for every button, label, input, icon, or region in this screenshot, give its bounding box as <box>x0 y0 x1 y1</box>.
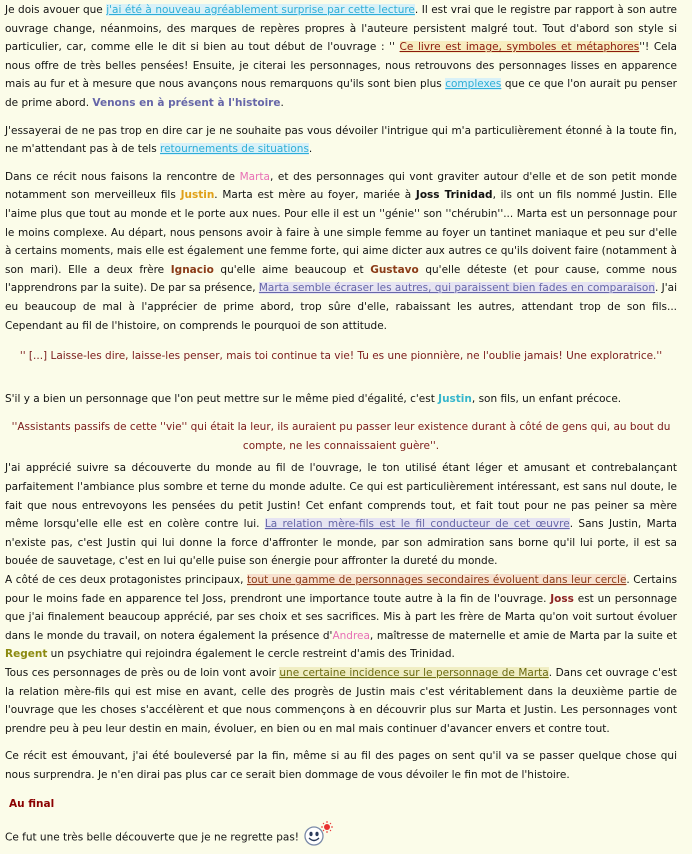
paragraph-incidence: Tous ces personnages de près ou de loin vont avoir une certaine incidence sur le personnage de Marta. Dans cet ouvrage c'est la relation mère-fils qui est mise en avant, celle des progrès de Justin mais c'est véritablement dans la deuxième partie de l'ouvrage que les choses s'accélèrent et que nous commençons à en découvrir plus sur Marta et Justin. Les personnages vont prendre peu à peu leur destin en main, évoluer, en bien ou en mal mais continuer d'avancer envers et contre tout. <box>5 667 678 735</box>
paragraph-intrigue: J'essayerai de ne pas trop en dire car je ne souhaite pas vous dévoiler l'intrigue qui m'a particulièrement étonné à la toute fin, ne m'attendant pas à de tels retournements de situations. <box>5 124 677 156</box>
name-justin-2: Justin <box>438 392 472 405</box>
heading-au-final: Au final <box>9 797 55 810</box>
name-joss: Joss <box>550 592 574 605</box>
link-personnages-secondaires[interactable]: tout une gamme de personnages secondaires évoluent dans leur cercle <box>246 574 627 587</box>
name-regent: Regent <box>5 648 48 661</box>
name-justin: Justin <box>180 189 215 202</box>
name-joss-trinidad: Joss Trinidad <box>415 189 493 202</box>
paragraph-decouverte: J'ai apprécié suivre sa découverte du monde au fil de l'ouvrage, le ton utilisé étant léger et amusant et contrebalançant parfaitement l'ambiance plus sombre et terne du monde adulte. Ce qui est particulièrement intéressant, est sans nul doute, le fait que nous entrevoyons les pensées du petit Justin! Cet enfant comprends tout, et fait tout pour ne pas peiner sa mère même lorsqu'elle elle est en colère contre lui. La relation mère-fils est le fil conducteur de cet œuvre. Sans Justin, Marta n'existe pas, c'est Justin qui lui donne la force d'affronter le monde, par son admiration sans borne qu'il lui porte, il est sa bouée de sauvetage, c'est en lui qu'elle puise son énergie pour affronter la dureté du monde. <box>5 462 677 568</box>
paragraph-secondaires: A côté de ces deux protagonistes principaux, tout une gamme de personnages secondaires évoluent dans leur cercle. Certains pour le moins fade en apparence tel Joss, prendront une importance toute autre à la fin de l'ouvrage. Joss est un personnage que j'ai finalement beaucoup apprécié, par ses choix et ses sacrifices. Mis à part les frère de Marta qu'on voit surtout évoluer dans le monde du travail, on notera également la présence d'Andrea, maîtresse de maternelle et amie de Marta par la suite et Regent un psychiatre qui rejoindra également le cercle restreint d'amis des Trinidad. <box>5 574 678 661</box>
link-surprise[interactable]: j'ai été à nouveau agréablement surprise par cette lecture <box>106 4 415 16</box>
link-incidence-marta[interactable]: une certaine incidence sur le personnage de Marta <box>279 667 549 679</box>
smiley-icon <box>303 821 333 854</box>
paragraph-intro: Je dois avouer que j'ai été à nouveau agréablement surprise par cette lecture. Il est vrai que le registre par rapport à son autre ouvrage change, néanmoins, des marques de repères propres à l'auteure persistent malgré tout. Tout d'abord son style si particulier, car, comme elle le dit si bien au tout début de l'ouvrage : '' Ce livre est image, symboles et métaphores''! Cela nous offre de très belles pensées! Ensuite, je citerai les personnages, nous retrouvons des personnages lisses en apparence mais au fur et à mesure que nous avançons nous remarquons qu'ils sont bien plus complexes que ce que l'on aurait pu penser de prime abord. Venons en à présent à l'histoire. <box>5 4 677 109</box>
text-venons: Venons en à présent à l'histoire <box>92 96 281 109</box>
link-complexes[interactable]: complexes <box>445 78 502 91</box>
quote-pionniere: '' [...] Laisse-les dire, laisse-les penser, mais toi continue ta vie! Tu es une pionnière, ne l'oublie jamais! Une exploratrice.'' <box>19 350 663 363</box>
link-marta-ecraser[interactable]: Marta semble écraser les autres, qui paraissent bien fades en comparaison <box>258 282 655 295</box>
name-gustavo: Gustavo <box>370 263 419 276</box>
paragraph-emouvant: Ce récit est émouvant, j'ai été bouleversé par la fin, même si au fil des pages on sent qu'il va se passer quelque chose qui nous surprendra. Je n'en dirai pas plus car ce serait bien dommage de vous dévoiler le fin mot de l'histoire. <box>5 750 677 781</box>
paragraph-final: Ce fut une très belle découverte que je ne regrette pas! <box>5 821 677 854</box>
name-ignacio: Ignacio <box>170 263 214 276</box>
link-retournements[interactable]: retournements de situations <box>160 143 309 156</box>
paragraph-justin: S'il y a bien un personnage que l'on peut mettre sur le même pied d'égalité, c'est Justin, son fils, un enfant précoce. <box>5 392 622 405</box>
name-andrea: Andrea <box>332 629 370 642</box>
name-marta: Marta <box>239 170 270 183</box>
paragraph-marta: Dans ce récit nous faisons la rencontre de Marta, et des personnages qui vont graviter autour d'elle et de son petit monde notamment son merveilleux fils Justin. Marta est mère au foyer, mariée à Joss Trinidad, ils ont un fils nommé Justin. Elle l'aime plus que tout au monde et le porte aux nues. Pour elle il est un ''génie'' son ''chérubin''... Marta est un personnage pour le moins complexe. Au départ, nous pensons avoir à faire à une simple femme au foyer un tantinet maniaque et peu sur d'elle à certains moments, mais elle est également une femme forte, qui aime dicter aux autres ce qu'ils doivent faire (notamment à son mari). Elle a deux frère Ignacio qu'elle aime beaucoup et Gustavo qu'elle déteste (et pour cause, comme nous l'apprendrons par la suite). De par sa présence, Marta semble écraser les autres, qui paraissent bien fades en comparaison. J'ai eu beaucoup de mal à l'apprécier de prime abord, trop sûre d'elle, rabaissant les autres, attendant trop de son fils... Cependant au fil de l'histoire, on comprends le pourquoi de son attitude. <box>5 170 678 332</box>
quote-assistants: ''Assistants passifs de cette ''vie'' qui était la leur, ils auraient pu passer leur existence durant à côté de gens qui, au bout du compte, ne les connaissaient guère''. <box>11 421 671 452</box>
link-relation-mere-fils[interactable]: La relation mère-fils est le fil conducteur de cet œuvre <box>264 518 570 531</box>
link-image-symboles[interactable]: Ce livre est image, symboles et métaphores <box>399 41 640 54</box>
